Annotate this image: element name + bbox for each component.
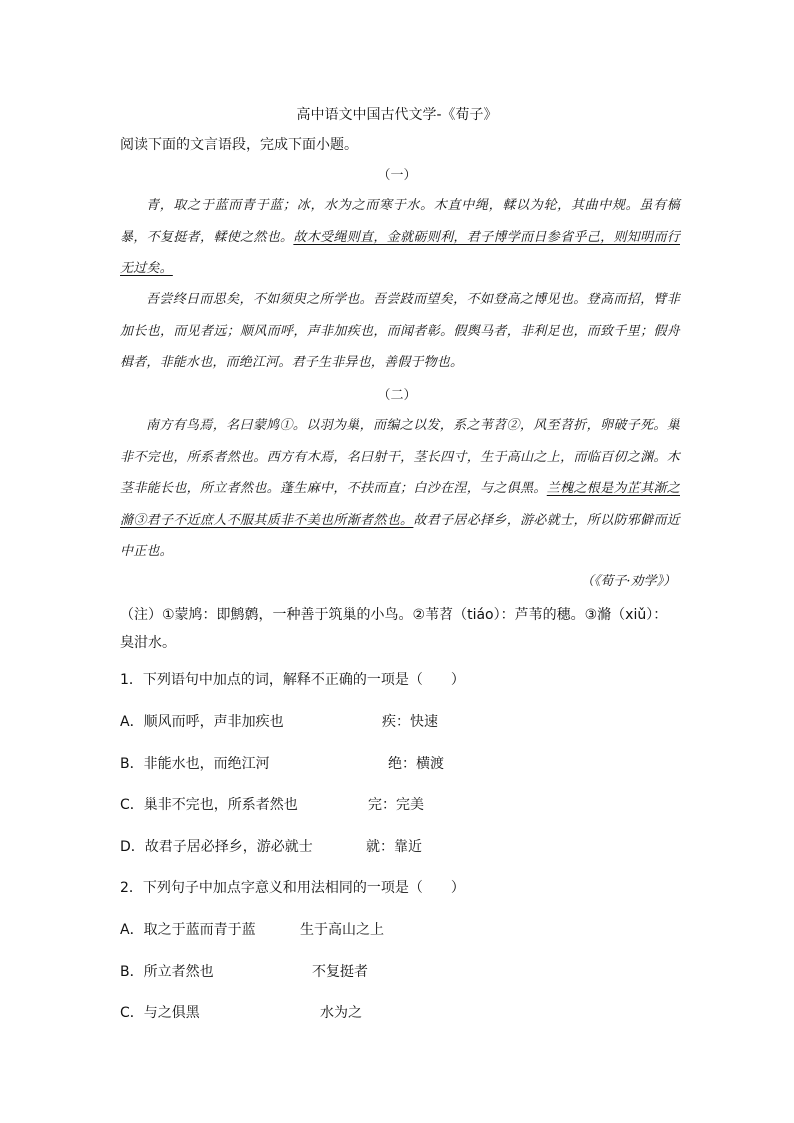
option-gloss: 绝：横渡 xyxy=(388,756,444,772)
q1-option-c[interactable] xyxy=(120,794,720,814)
q2-option-a[interactable] xyxy=(120,919,720,939)
option-gloss: 生于高山之上 xyxy=(300,922,384,938)
q1-option-a[interactable] xyxy=(120,711,720,731)
q2-option-b[interactable] xyxy=(120,961,720,981)
passage-text: 故君子居必择乡，游必就士，所以防邪僻而近中正也。 xyxy=(120,512,680,559)
section-heading-2: （二） xyxy=(377,388,417,403)
passage-paragraph-1 xyxy=(120,190,680,285)
option-gloss: 不复挺者 xyxy=(312,964,368,980)
option-gloss: 水为之 xyxy=(320,1005,362,1021)
option-text: C．与之俱黑 xyxy=(120,1005,200,1021)
option-text: B．所立者然也 xyxy=(120,964,214,980)
passage-paragraph-3 xyxy=(120,410,680,568)
option-text: D．故君子居必择乡，游必就士 xyxy=(120,839,313,855)
question-1-stem: 1．下列语句中加点的词，解释不正确的一项是（ ） xyxy=(120,672,465,688)
passage-text: 青，取之于蓝而青于蓝；冰，水为之而寒于水。木直中绳，輮以为轮，其曲中规。虽有槁暴，不复挺者，輮使之然也。 xyxy=(120,198,680,245)
q1-option-d[interactable] xyxy=(120,836,720,856)
question-2-stem: 2．下列句子中加点字意义和用法相同的一项是（ ） xyxy=(120,880,465,896)
source-citation: （《荀子·劝学》） xyxy=(580,574,676,589)
option-text: C．巢非不完也，所系者然也 xyxy=(120,797,298,813)
option-gloss: 疾：快速 xyxy=(382,714,438,730)
q2-option-c[interactable] xyxy=(120,1002,720,1022)
underlined-sentence: 故木受绳则直，金就砺则利，君子博学而日参省乎己，则知明而行无过矣。 xyxy=(120,229,680,276)
option-gloss: 完：完美 xyxy=(368,797,424,813)
option-text: A．顺风而呼，声非加疾也 xyxy=(120,714,284,730)
passage-paragraph-2: 吾尝终日而思矣，不如须臾之所学也。吾尝跂而望矣，不如登高之博见也。登高而招，臂非加长也，而见者远；顺风而呼，声非加疾也，而闻者彰。假舆马者，非利足也，而致千里；假舟楫者，非能水也，而绝江河。君子生非异也，善假于物也。 xyxy=(120,292,680,370)
option-gloss: 就：靠近 xyxy=(366,839,422,855)
page-title: 高中语文中国古代文学-《荀子》 xyxy=(296,107,498,123)
underlined-sentence: 兰槐之根是为芷其渐之滫③君子不近庶人不服其质非不美也所渐者然也。 xyxy=(120,481,680,528)
option-text: A．取之于蓝而青于蓝 xyxy=(120,922,256,938)
section-heading-1: （一） xyxy=(377,168,417,183)
annotation-note: （注）①蒙鸠：即鹪鹩，一种善于筑巢的小鸟。②苇苕（tiáo）：芦苇的穗。③滫（xiǔ）：臭泔水。 xyxy=(120,607,668,651)
q1-option-b[interactable] xyxy=(120,753,720,773)
instruction-text: 阅读下面的文言语段，完成下面小题。 xyxy=(120,137,358,153)
option-text: B．非能水也，而绝江河 xyxy=(120,756,270,772)
passage-text: 南方有鸟焉，名曰蒙鸠①。以羽为巢，而编之以发，系之苇苕②，风至苕折，卵破子死。巢非不完也，所系者然也。西方有木焉，名曰射干，茎长四寸，生于高山之上，而临百仞之渊。木茎非能长也，所立者然也。蓬生麻中，不扶而直；白沙在涅，与之俱黑。 xyxy=(120,418,680,496)
